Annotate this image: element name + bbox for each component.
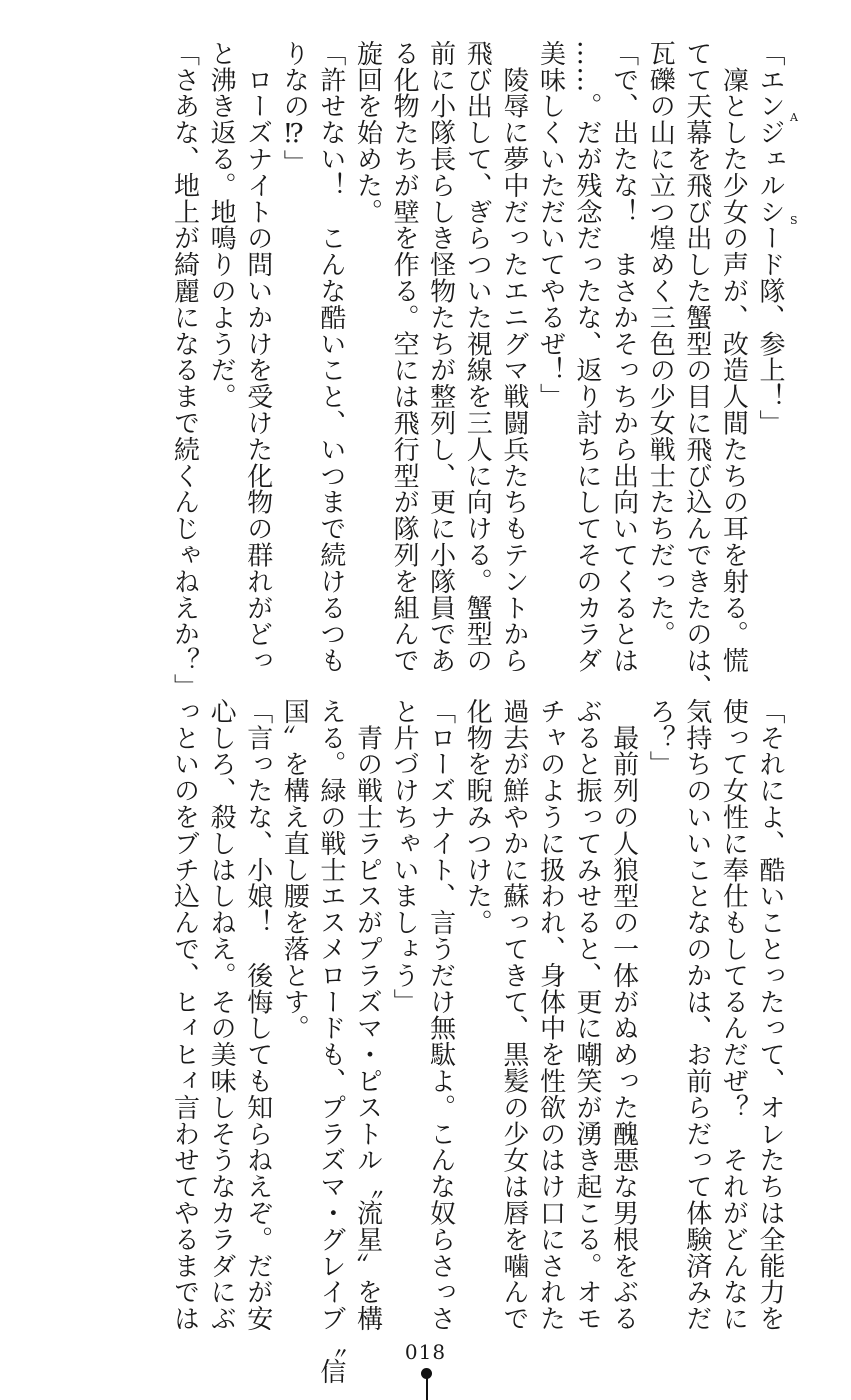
text-column: ぶると振ってみせると、更に嘲笑が湧き起こる。オモ: [572, 698, 603, 1332]
text-column: 最前列の人狼型の一体がぬめった醜悪な男根をぶる: [608, 698, 639, 1332]
page-marker-line: [426, 1378, 428, 1400]
text-column: 「エンジェルシード隊、参上！」: [755, 40, 785, 436]
text-column: と片づけちゃいましょう」: [389, 698, 420, 1015]
text-column: りなの⁉」: [279, 40, 310, 176]
text-column: 飛び出して、ぎらついた視線を三人に向ける。蟹型の: [462, 40, 493, 674]
text-column: ……。だが残念だったな、返り討ちにしてそのカラダ: [572, 40, 603, 674]
text-block-upper: [166, 40, 788, 700]
text-column: 使って女性に奉仕もしてるんだぜ？ それがどんなに: [718, 698, 749, 1332]
text-column: 気持ちのいいことなのかは、お前らだって体験済みだ: [681, 698, 712, 1332]
ruby-annotation: A: [790, 111, 798, 124]
text-column: 旋回を始めた。: [352, 40, 383, 225]
text-column: ろ？」: [645, 698, 676, 778]
text-column: る化物たちが壁を作る。空には飛行型が隊列を組んで: [389, 40, 420, 674]
text-column: てて天幕を飛び出した蟹型の目に飛び込んできたのは、: [681, 40, 712, 700]
text-column: 国〟を構え直し腰を落とす。: [279, 698, 310, 1042]
text-column: と沸き返る。地鳴りのようだ。: [206, 40, 237, 410]
text-column: 「さあな、地上が綺麗になるまで続くんじゃねえか？」: [169, 40, 200, 700]
text-column: 過去が鮮やかに蘇ってきて、黒髪の少女は唇を噛んで: [498, 698, 529, 1332]
text-column: 瓦礫の山に立つ煌めく三色の少女戦士たちだった。: [645, 40, 676, 648]
text-column: える。緑の戦士エスメロードも、プラズマ・グレイブ〝信: [315, 698, 346, 1385]
text-column: 美味しくいただいてやるぜ！」: [535, 40, 566, 410]
text-column: 「言ったな、小娘！ 後悔しても知らねえぞ。だが安: [242, 698, 273, 1332]
text-column: 「ローズナイト、言うだけ無駄よ。こんな奴らさっさ: [425, 698, 456, 1332]
text-column: 前に小隊長らしき怪物たちが整列し、更に小隊員であ: [425, 40, 456, 674]
text-column: 「で、出たな！ まさかそっちから出向いてくるとは: [608, 40, 639, 674]
text-column: 陵辱に夢中だったエニグマ戦闘兵たちもテントから: [498, 40, 529, 674]
text-column: チャのように扱われ、身体中を性欲のはけ口にされた: [535, 698, 566, 1332]
text-column: 「許せない！ こんな酷いこと、いつまで続けるつも: [315, 40, 346, 674]
text-column: 「それによ、酷いことったって、オレたちは全能力を: [755, 698, 785, 1332]
text-column: 化物を睨みつけた。: [462, 698, 493, 936]
text-column: ローズナイトの問いかけを受けた化物の群れがどっ: [242, 40, 273, 674]
page-number: 018: [404, 1340, 447, 1364]
text-column: 凜とした少女の声が、改造人間たちの耳を射る。慌: [718, 40, 749, 674]
text-column: っといのをブチ込んで、ヒィヒィ言わせてやるまでは: [169, 698, 200, 1332]
text-column: 心しろ、殺しはしねえ。その美味しそうなカラダにぶ: [206, 698, 237, 1332]
ruby-annotation: S: [790, 214, 798, 227]
text-column: 青の戦士ラピスがプラズマ・ピストル〝流星〟を構: [352, 698, 383, 1332]
